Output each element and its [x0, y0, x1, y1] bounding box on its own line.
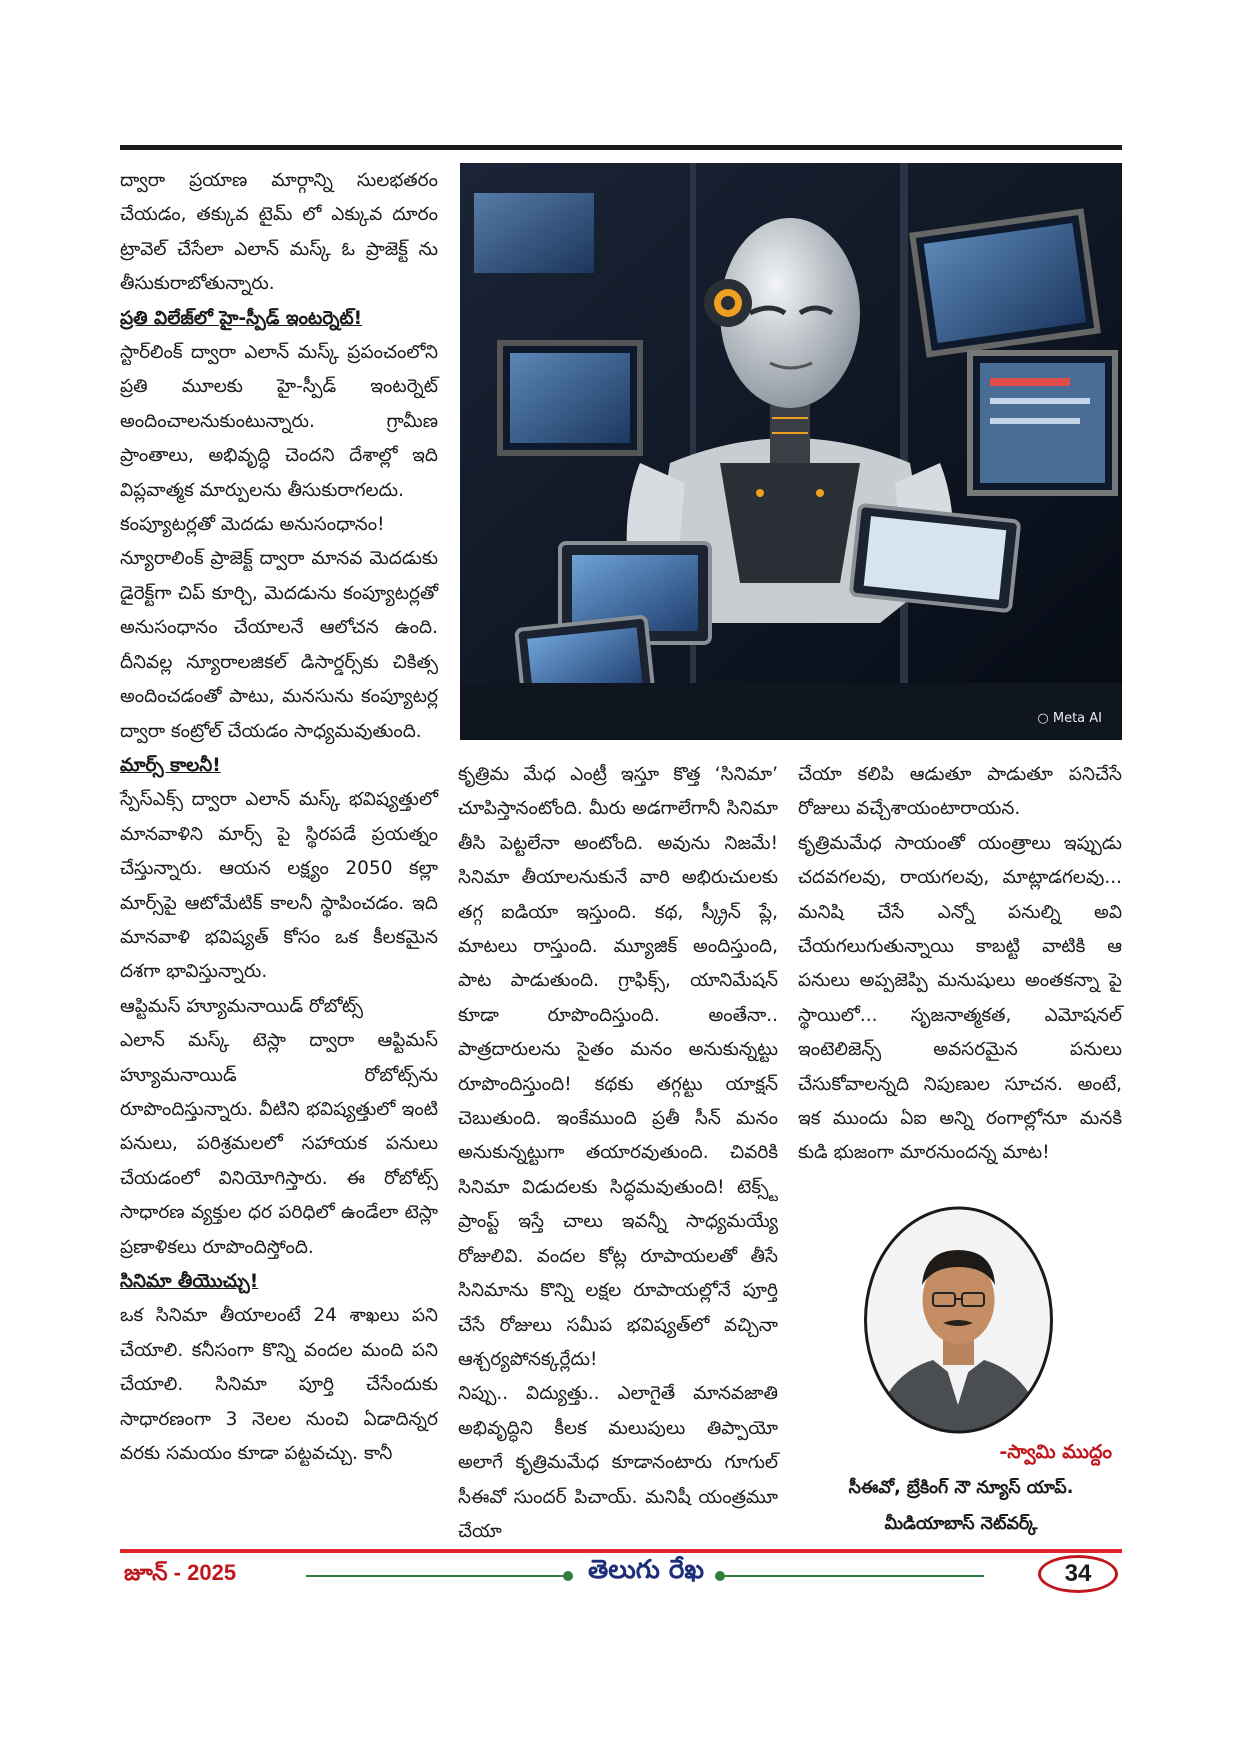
author-photo	[863, 1205, 1054, 1435]
author-credit	[800, 1434, 1122, 1542]
paragraph: ద్వారా ప్రయాణ మార్గాన్ని సులభతరం చేయడం, తక్కువ టైమ్ లో ఎక్కువ దూరం ట్రావెల్ చేసేలా ఎలాన్ మస్క్ ఓ ప్రాజెక్ట్ ను తీసుకురాబోతున్నారు.	[120, 170, 438, 295]
paragraph: కృత్రిమ మేధ ఎంట్రీ ఇస్తూ కొత్త ‘సినిమా’ చూపిస్తానంటోంది. మీరు అడగాలేగానీ సినిమా తీసి పెట్టలేనా అంటోంది. అవును నిజమే! సినిమా తీయాలనుకునే వారి అభిరుచులకు తగ్గ ఐడియా ఇస్తుంది. కథ, స్క్రీన్ ప్లే, మాటలు రాస్తుంది. మ్యూజిక్ అందిస్తుంది, పాట పాడుతుంది. గ్రాఫిక్స్, యానిమేషన్ కూడా రూపొందిస్తుంది. అంతేనా.. పాత్రదారులను సైతం మనం అనుకున్నట్టు రూపొందిస్తుంది! కథకు తగ్గట్టు యాక్షన్ చెబుతుంది. ఇంకేముంది ప్రతీ సీన్ మనం అనుకున్నట్టుగా తయారవుతుంది. చివరికి సినిమా విడుదలకు సిద్ధమవుతుంది! టెక్స్ట్ ప్రాంప్ట్ ఇస్తే చాలు ఇవన్నీ సాధ్యమయ్యే రోజులివి. వందల కోట్ల రూపాయలతో తీసే సినిమాను కొన్ని లక్షల రూపాయల్లోనే పూర్తి చేసే రోజులు సమీప భవిష్యత్‌లో వచ్చినా ఆశ్చర్యపోనక్కర్లేదు!	[458, 764, 778, 1370]
robot-image	[460, 163, 1122, 740]
watermark-text: Meta AI	[1052, 711, 1102, 726]
paragraph: ఆప్టిమస్ హ్యూమనాయిడ్ రోబోట్స్	[120, 995, 363, 1017]
left-column	[120, 164, 438, 1471]
section-heading: సినిమా తీయొచ్చు!	[120, 1271, 259, 1292]
top-rule	[120, 145, 1122, 150]
author-organization: మీడియాబాస్ నెట్‌వర్క్	[884, 1514, 1038, 1534]
footer-ornament-dot	[563, 1571, 573, 1581]
issue-date: జూన్ - 2025	[124, 1560, 237, 1585]
author-title: సీఈవో, బ్రేకింగ్ నౌ న్యూస్ యాప్.	[848, 1478, 1074, 1498]
author-name: -స్వామి ముద్దం	[999, 1441, 1112, 1463]
image-watermark	[1037, 711, 1102, 726]
paragraph: కృత్రిమమేధ సాయంతో యంత్రాలు ఇప్పుడు చదవగలవు, రాయగలవు, మాట్లాడగలవు... మనిషి చేసే ఎన్నో పనుల్ని అవి చేయగలుగుతున్నాయి కాబట్టి వాటికి ఆ పనులు అప్పజెప్పి మనుషులు అంతకన్నా పై స్థాయిలో... సృజనాత్మకత, ఎమోషనల్ ఇంటెలిజెన్స్ అవసరమైన పనులు చేసుకోవాలన్నది నిపుణుల సూచన. అంటే, ఇక ముందు ఏఐ అన్ని రంగాల్లోనూ మనకి కుడి భుజంగా మారనుందన్న మాట!	[798, 832, 1122, 1164]
paragraph: ఒక సినిమా తీయాలంటే 24 శాఖలు పని చేయాలి. కనీసంగా కొన్ని వందల మంది పని చేయాలి. సినిమా పూర్తి చేసేందుకు సాధారణంగా 3 నెలల నుంచి ఏడాదిన్నర వరకు సమయం కూడా పట్టవచ్చు. కానీ	[120, 1305, 438, 1465]
robot-illustration	[460, 163, 1122, 740]
paragraph: చేయా కలిపి ఆడుతూ పాడుతూ పనిచేసే రోజులు వచ్చేశాయంటారాయన.	[798, 764, 1122, 820]
right-column	[798, 758, 1122, 1171]
section-heading: మార్స్ కాలనీ!	[120, 754, 221, 776]
paragraph: న్యూరాలింక్ ప్రాజెక్ట్ ద్వారా మానవ మెదడుకు డైరెక్ట్‌గా చిప్ కూర్చి, మెదడును కంప్యూటర్లతో అనుసంధానం చేయాలనే ఆలోచన ఉంది. దీనివల్ల న్యూరాలజికల్ డిసార్డర్స్‌కు చికిత్స అందించడంతో పాటు, మనసును కంప్యూటర్ల ద్వారా కంట్రోల్ చేయడం సాధ్యమవుతుంది.	[120, 548, 438, 742]
paragraph: స్పేస్‌ఎక్స్ ద్వారా ఎలాన్ మస్క్ భవిష్యత్తులో మానవాళిని మార్స్ పై స్థిరపడే ప్రయత్నం చేస్తున్నారు. ఆయన లక్ష్యం 2050 కల్లా మార్స్‌పై ఆటోమేటిక్ కాలనీ స్థాపించడం. ఇది మానవాళి భవిష్యత్ కోసం ఒక కీలకమైన దశగా భావిస్తున్నారు.	[120, 789, 438, 983]
magazine-title: తెలుగు రేఖ	[588, 1555, 704, 1585]
section-heading: ప్రతి విలేజ్‌లో హై-స్పీడ్ ఇంటర్నెట్!	[120, 307, 363, 329]
footer-ornament-line	[306, 1575, 568, 1577]
watermark-icon: ○	[1037, 711, 1053, 726]
page-number: 34	[1038, 1555, 1118, 1593]
paragraph: స్టార్‌లింక్ ద్వారా ఎలాన్ మస్క్ ప్రపంచంలోని ప్రతి మూలకు హై-స్పీడ్ ఇంటర్నెట్ అందించాలనుకుంటున్నారు. గ్రామీణ ప్రాంతాలు, అభివృద్ధి చెందని దేశాల్లో ఇది విప్లవాత్మక మార్పులను తీసుకురాగలదు.	[120, 342, 438, 501]
author-portrait	[863, 1205, 1054, 1435]
footer-ornament-line	[720, 1575, 984, 1577]
paragraph: ఎలాన్ మస్క్ టెస్లా ద్వారా ఆప్టిమస్ హ్యూమనాయిడ్ రోబోట్స్‌ను రూపొందిస్తున్నారు. వీటిని భవిష్యత్తులో ఇంటి పనులు, పరిశ్రమలలో సహాయక పనులు చేయడంలో వినియోగిస్తారు. ఈ రోబోట్స్ సాధారణ వ్యక్తుల ధర పరిధిలో ఉండేలా టెస్లా ప్రణాళికలు రూపొందిస్తోంది.	[120, 1030, 438, 1258]
footer-rule	[120, 1549, 1122, 1553]
middle-column	[458, 758, 778, 1549]
paragraph: నిప్పు.. విద్యుత్తు.. ఎలాగైతే మానవజాతి అభివృద్ధిని కీలక మలుపులు తిప్పాయో అలాగే కృత్రిమమేధ కూడానంటారు గూగుల్ సీఈవో సుందర్ పిచాయ్. మనిషీ యంత్రమూ చేయా	[458, 1383, 778, 1542]
paragraph: కంప్యూటర్లతో మెదడు అనుసంధానం!	[120, 514, 385, 536]
